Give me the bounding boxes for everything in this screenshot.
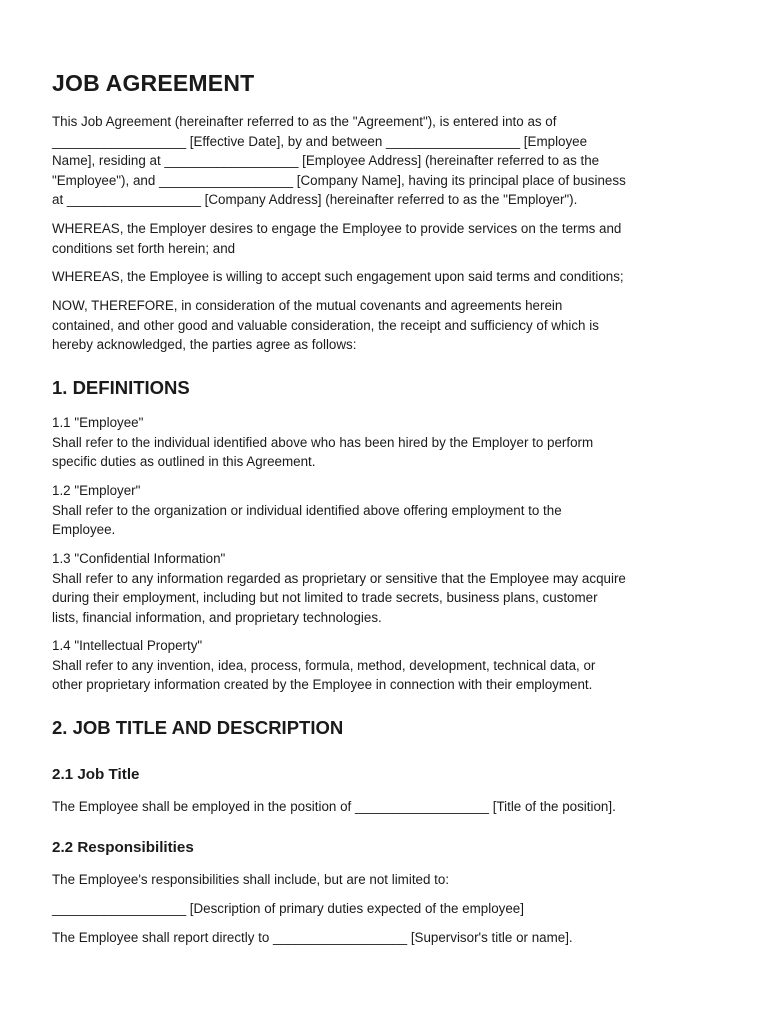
definition-line: Shall refer to the individual identified above who has been hired by the Employer to perform	[52, 434, 594, 450]
definition-line: 1.1 "Employee"	[52, 415, 144, 430]
intro-line: at __________________ [Company Address] (hereinafter referred to as the "Employer").	[52, 192, 578, 208]
definition-line: specific duties as outlined in this Agreement.	[52, 454, 316, 470]
section-1-heading: 1. DEFINITIONS	[52, 377, 190, 398]
reporting-text: The Employee shall report directly to __________________ [Supervisor's title or name].	[52, 930, 573, 945]
definition-1-4	[52, 636, 724, 695]
now-therefore-line: NOW, THEREFORE, in consideration of the mutual covenants and agreements herein	[52, 298, 563, 313]
whereas-paragraph-1	[52, 219, 724, 258]
definition-1-3	[52, 549, 724, 627]
whereas-1-line: WHEREAS, the Employer desires to engage the Employee to provide services on the terms and	[52, 221, 622, 236]
definition-line: Shall refer to any information regarded as proprietary or sensitive that the Employee may acquire	[52, 570, 626, 586]
definition-line: Employee.	[52, 522, 116, 538]
section-2-heading: 2. JOB TITLE AND DESCRIPTION	[52, 717, 344, 738]
now-therefore-line: hereby acknowledged, the parties agree as follows:	[52, 337, 357, 353]
intro-paragraph	[52, 112, 724, 210]
definition-line: 1.4 "Intellectual Property"	[52, 638, 203, 653]
intro-line: This Job Agreement (hereinafter referred to as the "Agreement"), is entered into as of	[52, 114, 557, 129]
duties-paragraph	[52, 899, 724, 919]
definition-1-2	[52, 481, 724, 540]
whereas-paragraph-2	[52, 267, 724, 287]
document-title: JOB AGREEMENT	[52, 70, 255, 96]
now-therefore-paragraph	[52, 296, 724, 355]
definition-line: Shall refer to any invention, idea, process, formula, method, development, technical data, or	[52, 657, 596, 673]
definition-line: lists, financial information, and proprietary technologies.	[52, 609, 382, 625]
now-therefore-line: contained, and other good and valuable consideration, the receipt and sufficiency of which is	[52, 317, 599, 333]
intro-line: "Employee"), and __________________ [Company Name], having its principal place of business	[52, 172, 626, 188]
subsection-2-1-heading: 2.1 Job Title	[52, 766, 140, 783]
whereas-1-line: conditions set forth herein; and	[52, 240, 236, 256]
intro-line: Name], residing at __________________ [Employee Address] (hereinafter referred to as the	[52, 153, 600, 169]
responsibilities-text: The Employee's responsibilities shall include, but are not limited to:	[52, 872, 450, 887]
subsection-2-2-heading: 2.2 Responsibilities	[52, 839, 194, 856]
reporting-paragraph	[52, 928, 724, 948]
definition-line: 1.2 "Employer"	[52, 483, 141, 498]
definition-line: 1.3 "Confidential Information"	[52, 551, 226, 566]
definition-line: Shall refer to the organization or individual identified above offering employment to the	[52, 502, 562, 518]
duties-text: __________________ [Description of primary duties expected of the employee]	[52, 901, 524, 916]
job-title-text: The Employee shall be employed in the position of __________________ [Title of the position].	[52, 799, 616, 814]
intro-line: __________________ [Effective Date], by and between __________________ [Employee	[52, 133, 588, 149]
whereas-2-line: WHEREAS, the Employee is willing to accept such engagement upon said terms and conditions;	[52, 269, 624, 284]
job-title-paragraph	[52, 797, 724, 817]
definition-1-1	[52, 413, 724, 472]
responsibilities-paragraph	[52, 870, 724, 890]
definition-line: other proprietary information created by the Employee in connection with their employment.	[52, 677, 593, 693]
definition-line: during their employment, including but not limited to trade secrets, business plans, customer	[52, 590, 598, 606]
